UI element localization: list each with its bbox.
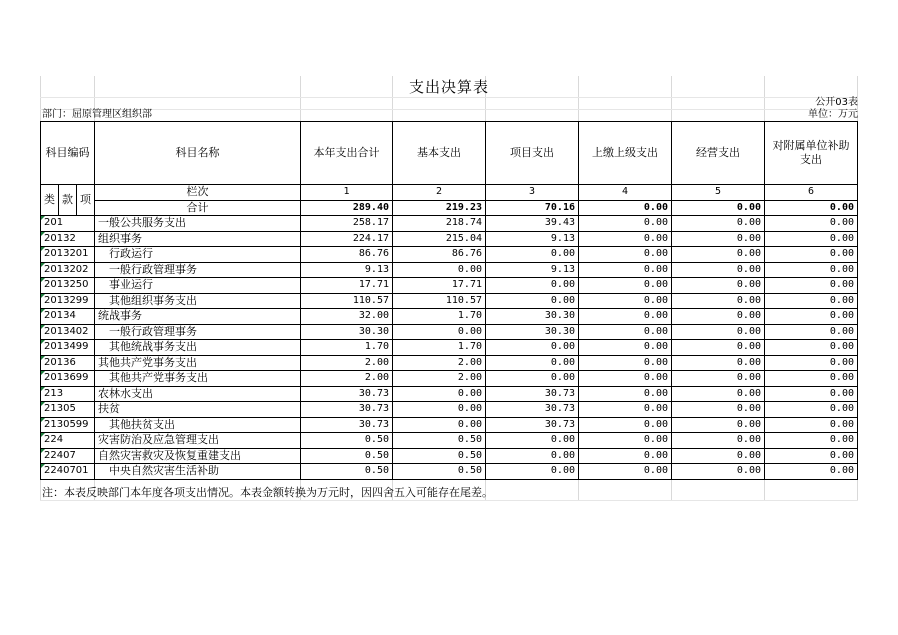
- value-cell-1: 0.50: [301, 433, 393, 449]
- value-cell-4: 0.00: [579, 464, 672, 480]
- value-cell-2: 0.50: [393, 464, 486, 480]
- cell-marker-icon: [41, 294, 45, 298]
- subject-code: [41, 247, 95, 263]
- table-row: [41, 278, 858, 294]
- value-cell-6: 0.00: [765, 402, 858, 418]
- subject-name: 其他共产党事务支出: [95, 355, 301, 371]
- subject-name: 其他共产党事务支出: [95, 371, 301, 387]
- table-row: [41, 448, 858, 464]
- value-cell-5: 0.00: [672, 324, 765, 340]
- value-cell-3: 30.73: [486, 386, 579, 402]
- cell-marker-icon: [41, 216, 45, 220]
- table-row: [41, 216, 858, 232]
- value-cell-2: 0.00: [393, 417, 486, 433]
- value-cell-2: 0.00: [393, 402, 486, 418]
- value-cell-4: 0.00: [579, 386, 672, 402]
- cell-marker-icon: [41, 356, 45, 360]
- subject-code-text: 2013201: [44, 248, 89, 260]
- subject-name: 统战事务: [95, 309, 301, 325]
- value-cell-6: 0.00: [765, 386, 858, 402]
- value-cell-6: 0.00: [765, 324, 858, 340]
- value-cell-6: 0.00: [765, 448, 858, 464]
- value-cell-2: 0.00: [393, 324, 486, 340]
- cell-marker-icon: [41, 418, 45, 422]
- header-row: [41, 122, 858, 185]
- subject-code: [41, 448, 95, 464]
- subject-name: 其他扶贫支出: [95, 417, 301, 433]
- value-cell-5: 0.00: [672, 262, 765, 278]
- value-cell-6: 0.00: [765, 464, 858, 480]
- value-cell-4: 0.00: [579, 309, 672, 325]
- table-row: [41, 324, 858, 340]
- header-name: 科目名称: [95, 122, 301, 185]
- table-row: [41, 402, 858, 418]
- index-num-1: 1: [301, 185, 393, 201]
- value-cell-5: 0.00: [672, 293, 765, 309]
- value-cell-1: 110.57: [301, 293, 393, 309]
- cell-marker-icon: [41, 232, 45, 236]
- value-cell-1: 0.50: [301, 448, 393, 464]
- value-cell-2: 0.50: [393, 448, 486, 464]
- subject-name: 其他统战事务支出: [95, 340, 301, 356]
- subject-code-text: 20136: [44, 356, 76, 368]
- subject-code-text: 20134: [44, 310, 76, 322]
- subject-name: 农林水支出: [95, 386, 301, 402]
- cell-marker-icon: [41, 278, 45, 282]
- value-cell-6: 0.00: [765, 278, 858, 294]
- subject-code: [41, 417, 95, 433]
- value-cell-1: 30.73: [301, 402, 393, 418]
- value-cell-4: 0.00: [579, 417, 672, 433]
- value-cell-2: 0.50: [393, 433, 486, 449]
- index-num-4: 4: [579, 185, 672, 201]
- value-cell-1: 0.50: [301, 464, 393, 480]
- value-cell-5: 0.00: [672, 309, 765, 325]
- header-col-1: 本年支出合计: [301, 122, 393, 185]
- value-cell-6: 0.00: [765, 216, 858, 232]
- value-cell-2: 2.00: [393, 355, 486, 371]
- value-cell-5: 0.00: [672, 448, 765, 464]
- value-cell-1: 86.76: [301, 247, 393, 263]
- subject-code: [41, 386, 95, 402]
- subject-code-text: 2013299: [44, 294, 89, 306]
- value-cell-4: 0.00: [579, 448, 672, 464]
- value-cell-3: 0.00: [486, 293, 579, 309]
- value-cell-1: 30.30: [301, 324, 393, 340]
- subject-code-text: 20132: [44, 232, 76, 244]
- subject-name: 行政运行: [95, 247, 301, 263]
- grid-line: [40, 500, 858, 501]
- value-cell-6: 0.00: [765, 309, 858, 325]
- cell-marker-icon: [41, 464, 45, 468]
- value-cell-4: 0.00: [579, 402, 672, 418]
- value-cell-5: 0.00: [672, 433, 765, 449]
- subject-code: [41, 371, 95, 387]
- subject-name: 事业运行: [95, 278, 301, 294]
- index-label: 栏次: [95, 185, 301, 201]
- subject-code: [41, 464, 95, 480]
- value-cell-2: 2.00: [393, 371, 486, 387]
- subject-code-text: 213: [44, 387, 64, 399]
- cell-marker-icon: [41, 371, 45, 375]
- value-cell-3: 0.00: [486, 371, 579, 387]
- header-xiang: 项: [77, 185, 95, 216]
- value-cell-4: 0.00: [579, 278, 672, 294]
- value-cell-5: 0.00: [672, 355, 765, 371]
- value-cell-5: 0.00: [672, 402, 765, 418]
- table-row: [41, 309, 858, 325]
- value-cell-2: 215.04: [393, 231, 486, 247]
- cell-marker-icon: [41, 387, 45, 391]
- subject-name: 组织事务: [95, 231, 301, 247]
- value-cell-4: 0.00: [579, 262, 672, 278]
- value-cell-4: 0.00: [579, 231, 672, 247]
- value-cell-1: 30.73: [301, 386, 393, 402]
- value-cell-3: 0.00: [486, 464, 579, 480]
- header-col-3: 项目支出: [486, 122, 579, 185]
- value-cell-6: 0.00: [765, 340, 858, 356]
- value-cell-2: 0.00: [393, 262, 486, 278]
- subject-name: 扶贫: [95, 402, 301, 418]
- value-cell-4: 0.00: [579, 340, 672, 356]
- subject-code-text: 21305: [44, 403, 76, 415]
- total-value-1: 289.40: [301, 200, 393, 216]
- grid-line: [40, 109, 858, 110]
- header-col-2: 基本支出: [393, 122, 486, 185]
- subject-code-text: 2013250: [44, 279, 89, 291]
- index-row: [41, 185, 858, 201]
- subject-name: 其他组织事务支出: [95, 293, 301, 309]
- value-cell-3: 9.13: [486, 231, 579, 247]
- value-cell-3: 0.00: [486, 247, 579, 263]
- header-code: 科目编码: [41, 122, 95, 185]
- value-cell-1: 30.73: [301, 417, 393, 433]
- cell-marker-icon: [41, 309, 45, 313]
- cell-marker-icon: [41, 247, 45, 251]
- value-cell-3: 9.13: [486, 262, 579, 278]
- value-cell-5: 0.00: [672, 464, 765, 480]
- table-row: [41, 340, 858, 356]
- table-row: [41, 247, 858, 263]
- header-col-5: 经营支出: [672, 122, 765, 185]
- cell-marker-icon: [41, 263, 45, 267]
- subject-code: [41, 324, 95, 340]
- value-cell-1: 224.17: [301, 231, 393, 247]
- value-cell-3: 0.00: [486, 433, 579, 449]
- subject-code: [41, 216, 95, 232]
- subject-code: [41, 433, 95, 449]
- value-cell-3: 30.30: [486, 309, 579, 325]
- cell-marker-icon: [41, 449, 45, 453]
- subject-code-text: 2013202: [44, 263, 89, 275]
- subject-code: [41, 402, 95, 418]
- subject-code: [41, 278, 95, 294]
- cell-marker-icon: [41, 340, 45, 344]
- value-cell-5: 0.00: [672, 417, 765, 433]
- department-label: 部门：屈原管理区组织部: [42, 109, 152, 120]
- expenditure-table: [40, 121, 858, 480]
- subject-name: 灾害防治及应急管理支出: [95, 433, 301, 449]
- value-cell-5: 0.00: [672, 340, 765, 356]
- value-cell-5: 0.00: [672, 371, 765, 387]
- value-cell-3: 0.00: [486, 278, 579, 294]
- value-cell-1: 258.17: [301, 216, 393, 232]
- subject-code-text: 2013499: [44, 341, 89, 353]
- table-row: [41, 231, 858, 247]
- value-cell-2: 110.57: [393, 293, 486, 309]
- value-cell-2: 218.74: [393, 216, 486, 232]
- cell-marker-icon: [41, 433, 45, 437]
- table-row: [41, 293, 858, 309]
- subject-name: 自然灾害救灾及恢复重建支出: [95, 448, 301, 464]
- table-row: [41, 433, 858, 449]
- value-cell-6: 0.00: [765, 433, 858, 449]
- cell-marker-icon: [41, 402, 45, 406]
- value-cell-2: 1.70: [393, 340, 486, 356]
- value-cell-2: 0.00: [393, 386, 486, 402]
- subject-code-text: 2240701: [44, 465, 89, 477]
- index-num-2: 2: [393, 185, 486, 201]
- value-cell-6: 0.00: [765, 262, 858, 278]
- value-cell-3: 30.73: [486, 402, 579, 418]
- index-num-5: 5: [672, 185, 765, 201]
- value-cell-5: 0.00: [672, 216, 765, 232]
- value-cell-4: 0.00: [579, 247, 672, 263]
- subject-name: 一般行政管理事务: [95, 324, 301, 340]
- subject-name: 一般行政管理事务: [95, 262, 301, 278]
- value-cell-4: 0.00: [579, 433, 672, 449]
- total-row: [41, 200, 858, 216]
- total-label: 合计: [95, 200, 301, 216]
- total-value-5: 0.00: [672, 200, 765, 216]
- subject-code: [41, 293, 95, 309]
- total-value-2: 219.23: [393, 200, 486, 216]
- header-col-4: 上缴上级支出: [579, 122, 672, 185]
- form-number: 公开03表: [815, 97, 858, 108]
- subject-code: [41, 355, 95, 371]
- total-value-3: 70.16: [486, 200, 579, 216]
- value-cell-4: 0.00: [579, 371, 672, 387]
- table-row: [41, 371, 858, 387]
- subject-name: 一般公共服务支出: [95, 216, 301, 232]
- subject-code: [41, 340, 95, 356]
- value-cell-3: 0.00: [486, 448, 579, 464]
- value-cell-3: 39.43: [486, 216, 579, 232]
- subject-code-text: 224: [44, 434, 64, 446]
- subject-code: [41, 262, 95, 278]
- cell-marker-icon: [41, 325, 45, 329]
- header-col-6: 对附属单位补助支出: [765, 122, 858, 185]
- index-num-3: 3: [486, 185, 579, 201]
- value-cell-2: 86.76: [393, 247, 486, 263]
- value-cell-3: 30.73: [486, 417, 579, 433]
- subject-code-text: 2013402: [44, 325, 89, 337]
- value-cell-1: 17.71: [301, 278, 393, 294]
- index-num-6: 6: [765, 185, 858, 201]
- value-cell-5: 0.00: [672, 247, 765, 263]
- value-cell-6: 0.00: [765, 247, 858, 263]
- unit-label: 单位：万元: [808, 109, 858, 120]
- value-cell-5: 0.00: [672, 278, 765, 294]
- table-row: [41, 355, 858, 371]
- value-cell-4: 0.00: [579, 293, 672, 309]
- subject-code-text: 2130599: [44, 418, 89, 430]
- value-cell-4: 0.00: [579, 324, 672, 340]
- page-title: 支出决算表: [408, 78, 489, 96]
- value-cell-6: 0.00: [765, 231, 858, 247]
- header-lei: 类: [41, 185, 59, 216]
- subject-code-text: 22407: [44, 449, 76, 461]
- value-cell-5: 0.00: [672, 231, 765, 247]
- total-value-6: 0.00: [765, 200, 858, 216]
- subject-code: [41, 309, 95, 325]
- value-cell-1: 32.00: [301, 309, 393, 325]
- value-cell-2: 17.71: [393, 278, 486, 294]
- header-kuan: 款: [59, 185, 77, 216]
- value-cell-6: 0.00: [765, 293, 858, 309]
- footnote: 注：本表反映部门本年度各项支出情况。本表金额转换为万元时，因四舍五入可能存在尾差。: [42, 486, 493, 499]
- value-cell-2: 1.70: [393, 309, 486, 325]
- value-cell-1: 9.13: [301, 262, 393, 278]
- value-cell-1: 1.70: [301, 340, 393, 356]
- total-value-4: 0.00: [579, 200, 672, 216]
- table-row: [41, 262, 858, 278]
- subject-code-text: 201: [44, 217, 64, 229]
- value-cell-5: 0.00: [672, 386, 765, 402]
- subject-name: 中央自然灾害生活补助: [95, 464, 301, 480]
- value-cell-3: 0.00: [486, 355, 579, 371]
- value-cell-6: 0.00: [765, 417, 858, 433]
- value-cell-3: 30.30: [486, 324, 579, 340]
- value-cell-4: 0.00: [579, 216, 672, 232]
- value-cell-3: 0.00: [486, 340, 579, 356]
- value-cell-4: 0.00: [579, 355, 672, 371]
- value-cell-1: 2.00: [301, 371, 393, 387]
- value-cell-6: 0.00: [765, 371, 858, 387]
- table-row: [41, 417, 858, 433]
- table-row: [41, 464, 858, 480]
- subject-code: [41, 231, 95, 247]
- table-row: [41, 386, 858, 402]
- value-cell-1: 2.00: [301, 355, 393, 371]
- subject-code-text: 2013699: [44, 372, 89, 384]
- value-cell-6: 0.00: [765, 355, 858, 371]
